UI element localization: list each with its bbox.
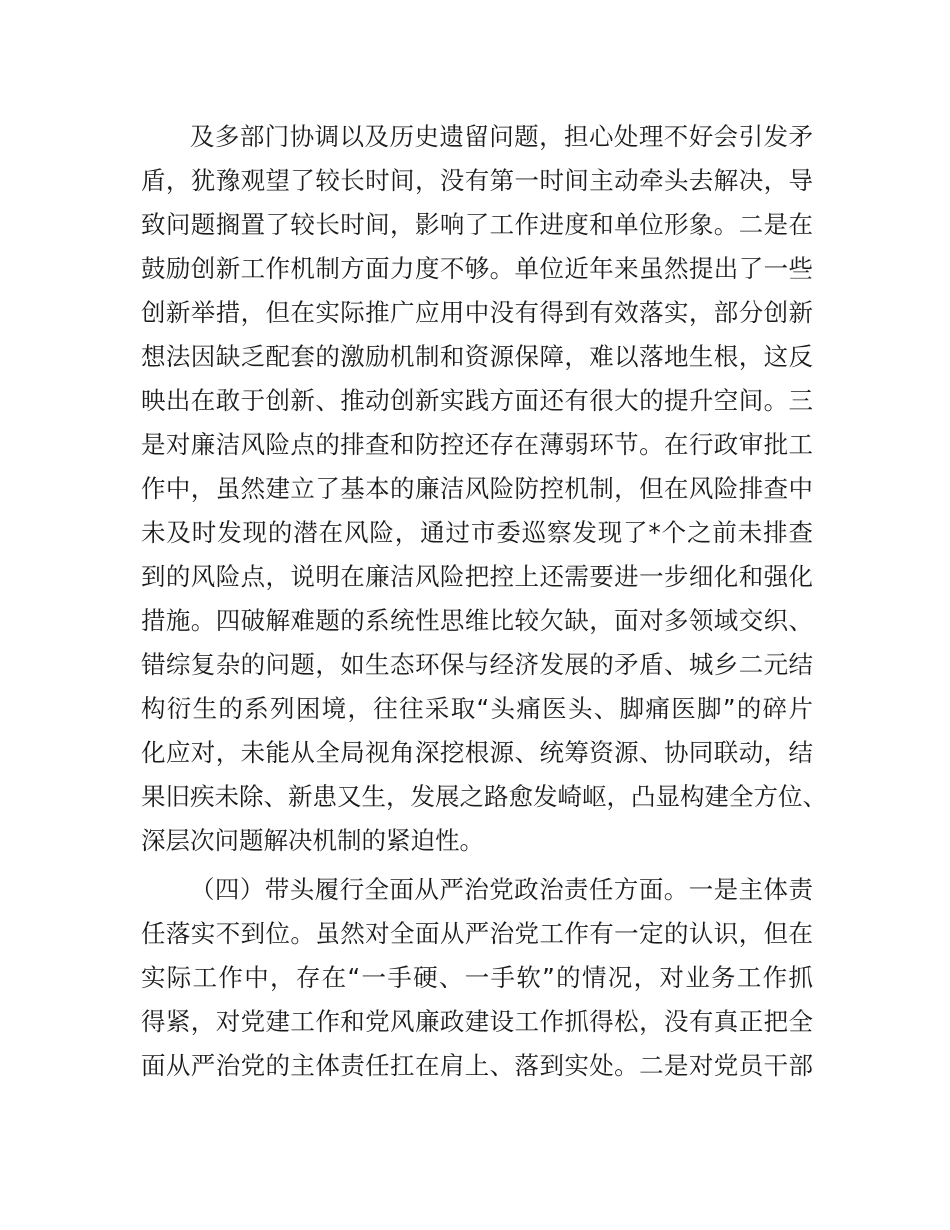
paragraph-1-line-9: 作中，虽然建立了基本的廉洁风险防控机制，但在风险排查中 xyxy=(141,474,813,503)
paragraph-2-line-3: 实际工作中，存在“一手硬、一手软”的情况，对业务工作抓 xyxy=(141,963,813,992)
paragraph-1-line-10: 未及时发现的潜在风险，通过市委巡察发现了*个之前未排查 xyxy=(141,518,813,547)
paragraph-1-line-17: 深层次问题解决机制的紧迫性。 xyxy=(141,826,484,855)
paragraph-2-line-5: 面从严治党的主体责任扛在肩上、落到实处。二是对党员干部 xyxy=(141,1051,813,1080)
paragraph-1-line-5: 创新举措，但在实际推广应用中没有得到有效落实，部分创新 xyxy=(141,298,813,327)
paragraph-1-line-2: 盾，犹豫观望了较长时间，没有第一时间主动牵头去解决，导 xyxy=(141,166,813,195)
paragraph-1-line-7: 映出在敢于创新、推动创新实践方面还有很大的提升空间。三 xyxy=(141,386,813,415)
paragraph-1-line-11: 到的风险点，说明在廉洁风险把控上还需要进一步细化和强化 xyxy=(141,562,813,591)
paragraph-1-line-13: 错综复杂的问题，如生态环保与经济发展的矛盾、城乡二元结 xyxy=(141,650,813,679)
paragraph-1-line-12: 措施。四破解难题的系统性思维比较欠缺，面对多领域交织、 xyxy=(141,606,813,635)
paragraph-1-line-16: 果旧疾未除、新患又生，发展之路愈发崎岖，凸显构建全方位、 xyxy=(141,782,827,811)
paragraph-1-line-14: 构衍生的系列困境，往往采取“头痛医头、脚痛医脚”的碎片 xyxy=(141,694,813,723)
paragraph-1-line-6: 想法因缺乏配套的激励机制和资源保障，难以落地生根，这反 xyxy=(141,342,813,371)
paragraph-2-line-1: （四）带头履行全面从严治党政治责任方面。一是主体责 xyxy=(190,875,813,904)
paragraph-1-line-1: 及多部门协调以及历史遗留问题，担心处理不好会引发矛 xyxy=(190,122,813,151)
paragraph-1-line-15: 化应对，未能从全局视角深挖根源、统筹资源、协同联动，结 xyxy=(141,738,813,767)
paragraph-1-line-3: 致问题搁置了较长时间，影响了工作进度和单位形象。二是在 xyxy=(141,210,813,239)
paragraph-1-line-4: 鼓励创新工作机制方面力度不够。单位近年来虽然提出了一些 xyxy=(141,254,813,283)
paragraph-2-line-2: 任落实不到位。虽然对全面从严治党工作有一定的认识，但在 xyxy=(141,919,813,948)
paragraph-1-line-8: 是对廉洁风险点的排查和防控还存在薄弱环节。在行政审批工 xyxy=(141,430,813,459)
paragraph-2-line-4: 得紧，对党建工作和党风廉政建设工作抓得松，没有真正把全 xyxy=(141,1007,813,1036)
